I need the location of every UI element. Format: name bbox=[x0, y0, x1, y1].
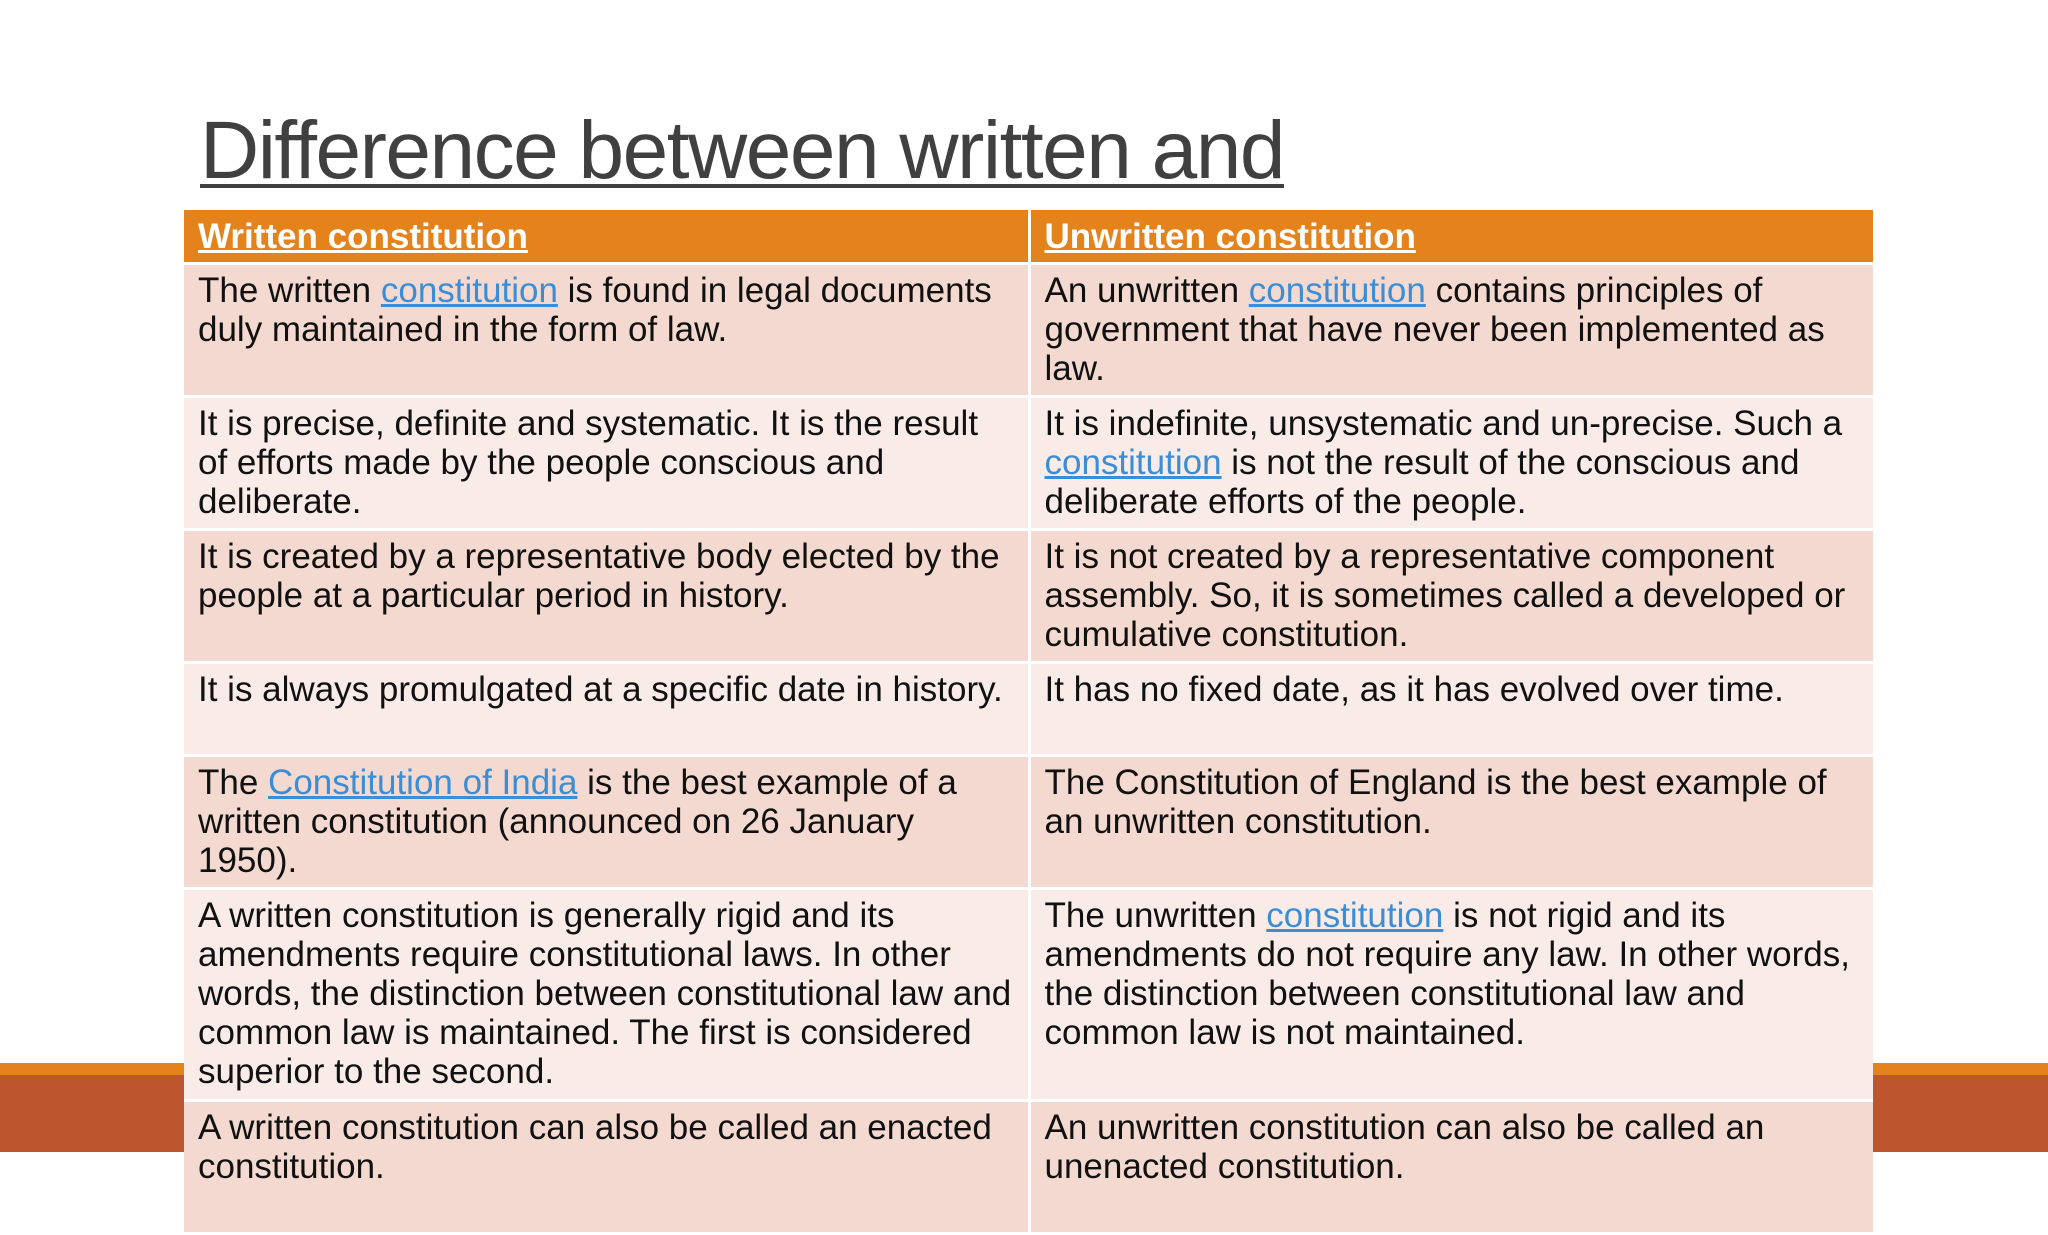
table-row bbox=[184, 889, 1873, 1101]
cell-text: It is always promulgated at a specific date in history. bbox=[198, 670, 1003, 709]
table-row bbox=[184, 264, 1873, 397]
constitution-link[interactable]: constitution bbox=[1266, 896, 1444, 935]
cell-written bbox=[184, 264, 1029, 397]
cell-unwritten bbox=[1029, 1101, 1873, 1234]
cell-text: The Constitution of England is the best example of an unwritten constitution. bbox=[1044, 763, 1827, 841]
cell-text: is not the result of the conscious and deliberate efforts of the people. bbox=[1044, 443, 1800, 521]
cell-text: is not rigid and its amendments do not require any law. In other words, the distinction between constitutional law and common law is not maintained. bbox=[1044, 896, 1850, 1052]
cell-text: contains principles of government that have never been implemented as law. bbox=[1044, 271, 1825, 388]
cell-text: A written constitution is generally rigid and its amendments require constitutional laws. In other words, the distinction between constitutional law and common law is maintained. The first is considered superior to the second. bbox=[198, 896, 1012, 1091]
cell-written bbox=[184, 397, 1029, 530]
cell-text: It is indefinite, unsystematic and un-precise. Such a bbox=[1044, 404, 1843, 443]
cell-text: A written constitution can also be called an enacted constitution. bbox=[198, 1108, 992, 1186]
header-written: Written constitution bbox=[184, 210, 1029, 264]
table-row bbox=[184, 397, 1873, 530]
cell-text: The bbox=[198, 763, 269, 802]
cell-written bbox=[184, 889, 1029, 1101]
cell-written bbox=[184, 756, 1029, 889]
cell-text: It is precise, definite and systematic. It is the result of efforts made by the people conscious and deliberate. bbox=[198, 404, 979, 521]
constitution-of-india-link[interactable]: Constitution of India bbox=[268, 763, 578, 802]
table-row bbox=[184, 756, 1873, 889]
cell-written bbox=[184, 1101, 1029, 1234]
cell-text: It has no fixed date, as it has evolved over time. bbox=[1044, 670, 1784, 709]
cell-text: It is not created by a representative component assembly. So, it is sometimes called a developed or cumulative constitution. bbox=[1044, 537, 1846, 654]
table-row bbox=[184, 1101, 1873, 1234]
cell-text: The written bbox=[198, 271, 381, 310]
cell-written bbox=[184, 663, 1029, 756]
cell-text: is the best example of a written constitution (announced on 26 January 1950). bbox=[198, 763, 957, 880]
table-row bbox=[184, 663, 1873, 756]
cell-text: It is created by a representative body elected by the people at a particular period in history. bbox=[198, 537, 1000, 615]
constitution-link[interactable]: constitution bbox=[1248, 271, 1426, 310]
constitution-link[interactable]: constitution bbox=[1044, 443, 1222, 482]
table-row bbox=[184, 530, 1873, 663]
cell-unwritten bbox=[1029, 756, 1873, 889]
table-header-row bbox=[184, 210, 1873, 264]
cell-text: is found in legal documents duly maintained in the form of law. bbox=[198, 271, 992, 349]
cell-unwritten bbox=[1029, 663, 1873, 756]
cell-text: The unwritten bbox=[1044, 896, 1267, 935]
slide-title: Difference between written and bbox=[200, 105, 1284, 196]
header-unwritten: Unwritten constitution bbox=[1029, 210, 1873, 264]
cell-text: An unwritten bbox=[1044, 271, 1249, 310]
cell-unwritten bbox=[1029, 889, 1873, 1101]
constitution-link[interactable]: constitution bbox=[380, 271, 558, 310]
cell-unwritten bbox=[1029, 264, 1873, 397]
cell-text: An unwritten constitution can also be called an unenacted constitution. bbox=[1044, 1108, 1765, 1186]
cell-unwritten bbox=[1029, 530, 1873, 663]
cell-unwritten bbox=[1029, 397, 1873, 530]
comparison-table bbox=[184, 210, 1873, 1235]
cell-written bbox=[184, 530, 1029, 663]
